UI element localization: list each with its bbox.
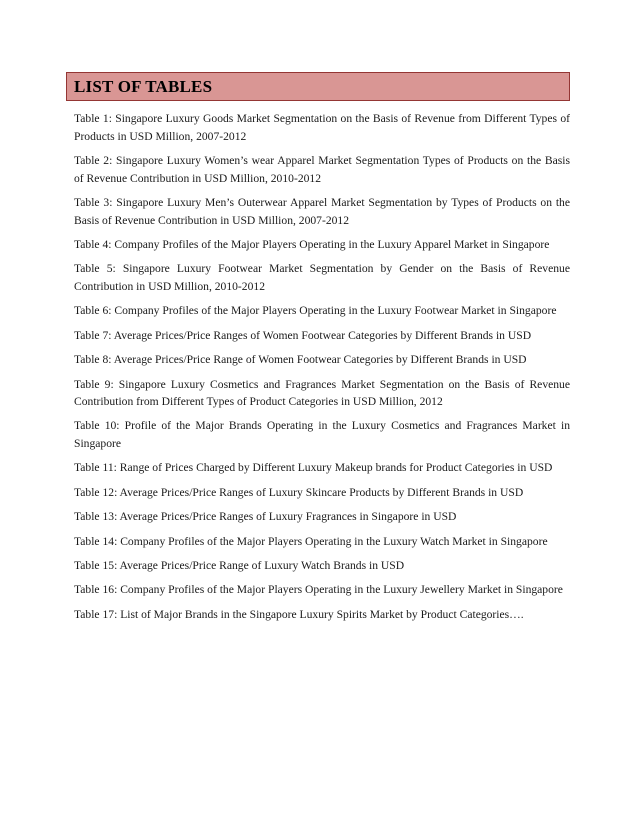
table-entry: Table 14: Company Profiles of the Major Players Operating in the Luxury Watch Market in Singapore — [74, 534, 548, 548]
section-heading: LIST OF TABLES — [74, 76, 213, 96]
document-page — [66, 72, 570, 630]
table-entry: Table 13: Average Prices/Price Ranges of Luxury Fragrances in Singapore in USD — [74, 510, 457, 524]
section-heading-bar — [66, 72, 570, 101]
table-entry: Table 8: Average Prices/Price Range of Women Footwear Categories by Different Brands in USD — [74, 353, 527, 367]
table-entry: Table 15: Average Prices/Price Range of Luxury Watch Brands in USD — [74, 559, 405, 573]
table-entry: Table 10: Profile of the Major Brands Operating in the Luxury Cosmetics and Fragrances Market in Singapore — [74, 419, 570, 451]
table-entry: Table 1: Singapore Luxury Goods Market Segmentation on the Basis of Revenue from Different Types of Products in USD Million, 2007-2012 — [74, 112, 570, 143]
table-entry: Table 7: Average Prices/Price Ranges of Women Footwear Categories by Different Brands in USD — [74, 328, 532, 342]
list-of-tables — [66, 110, 570, 623]
table-entry: Table 17: List of Major Brands in the Singapore Luxury Spirits Market by Product Categories…. — [74, 607, 524, 621]
table-entry: Table 6: Company Profiles of the Major Players Operating in the Luxury Footwear Market in Singapore — [74, 304, 557, 318]
table-entry: Table 11: Range of Prices Charged by Different Luxury Makeup brands for Product Categories in USD — [74, 461, 553, 475]
table-entry: Table 4: Company Profiles of the Major Players Operating in the Luxury Apparel Market in Singapore — [74, 237, 550, 251]
table-entry: Table 16: Company Profiles of the Major Players Operating in the Luxury Jewellery Market in Singapore — [74, 583, 563, 597]
table-entry: Table 12: Average Prices/Price Ranges of Luxury Skincare Products by Different Brands in USD — [74, 485, 524, 499]
table-entry: Table 2: Singapore Luxury Women’s wear Apparel Market Segmentation Types of Products on the Basis of Revenue Contribution in USD Million, 2010-2012 — [74, 153, 570, 185]
table-entry: Table 5: Singapore Luxury Footwear Market Segmentation by Gender on the Basis of Revenue Contribution in USD Million, 2010-2012 — [74, 262, 570, 293]
table-entry: Table 9: Singapore Luxury Cosmetics and Fragrances Market Segmentation on the Basis of Revenue Contribution from Different Types of Product Categories in USD Million, 2012 — [74, 377, 570, 409]
table-entry: Table 3: Singapore Luxury Men’s Outerwear Apparel Market Segmentation by Types of Products on the Basis of Revenue Contribution in USD Million, 2007-2012 — [74, 195, 570, 227]
